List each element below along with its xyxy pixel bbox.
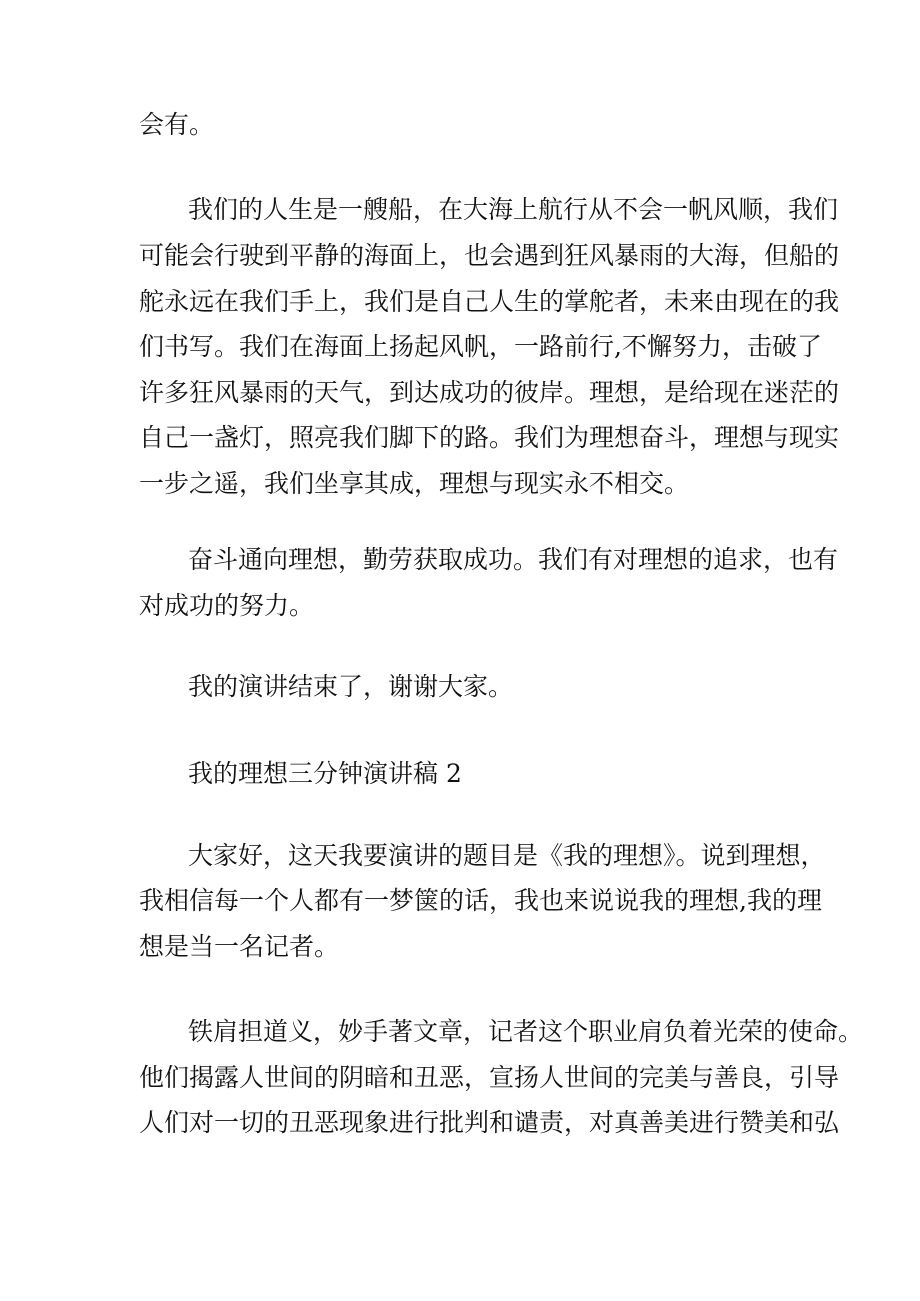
paragraph-line: 我们的人生是一艘船，在大海上航行从不会一帆风顺，我们 [188,195,839,224]
text-line-continuation: 会有。 [139,110,215,139]
section-heading: 我的理想三分钟演讲稿 2 [188,759,462,788]
paragraph-line: 大家好，这天我要演讲的题目是《我的理想》。说到理想， [188,841,826,870]
paragraph-line: 铁肩担道义，妙手著文章，记者这个职业肩负着光荣的使命。 [188,1017,864,1046]
paragraph-line: 我相信每一个人都有一梦箧的话，我也来说说我的理想,我的理 [139,886,822,915]
paragraph-line: 自己一盏灯，照亮我们脚下的路。我们为理想奋斗，理想与现实 [139,423,840,452]
paragraph-line: 奋斗通向理想，勤劳获取成功。我们有对理想的追求，也有 [188,545,839,574]
paragraph-line: 人们对一切的丑恶现象进行批判和谴责，对真善美进行赞美和弘 [139,1108,840,1137]
paragraph-line: 对成功的努力。 [139,591,315,620]
paragraph-line: 他们揭露人世间的阴暗和丑恶，宣扬人世间的完美与善良，引导 [139,1063,840,1092]
paragraph-line: 想是当一名记者。 [139,932,340,961]
paragraph-line: 一步之遥，我们坐享其成，理想与现实永不相交。 [139,469,690,498]
paragraph-line: 们书写。我们在海面上扬起风帆，一路前行,不懈努力，击破了 [139,332,822,361]
paragraph-line: 可能会行驶到平静的海面上，也会遇到狂风暴雨的大海，但船的 [139,241,840,270]
paragraph-line: 许多狂风暴雨的天气，到达成功的彼岸。理想，是给现在迷茫的 [139,378,840,407]
paragraph-line: 我的演讲结束了，谢谢大家。 [188,672,514,701]
paragraph-line: 舵永远在我们手上，我们是自己人生的掌舵者，未来由现在的我 [139,287,840,316]
